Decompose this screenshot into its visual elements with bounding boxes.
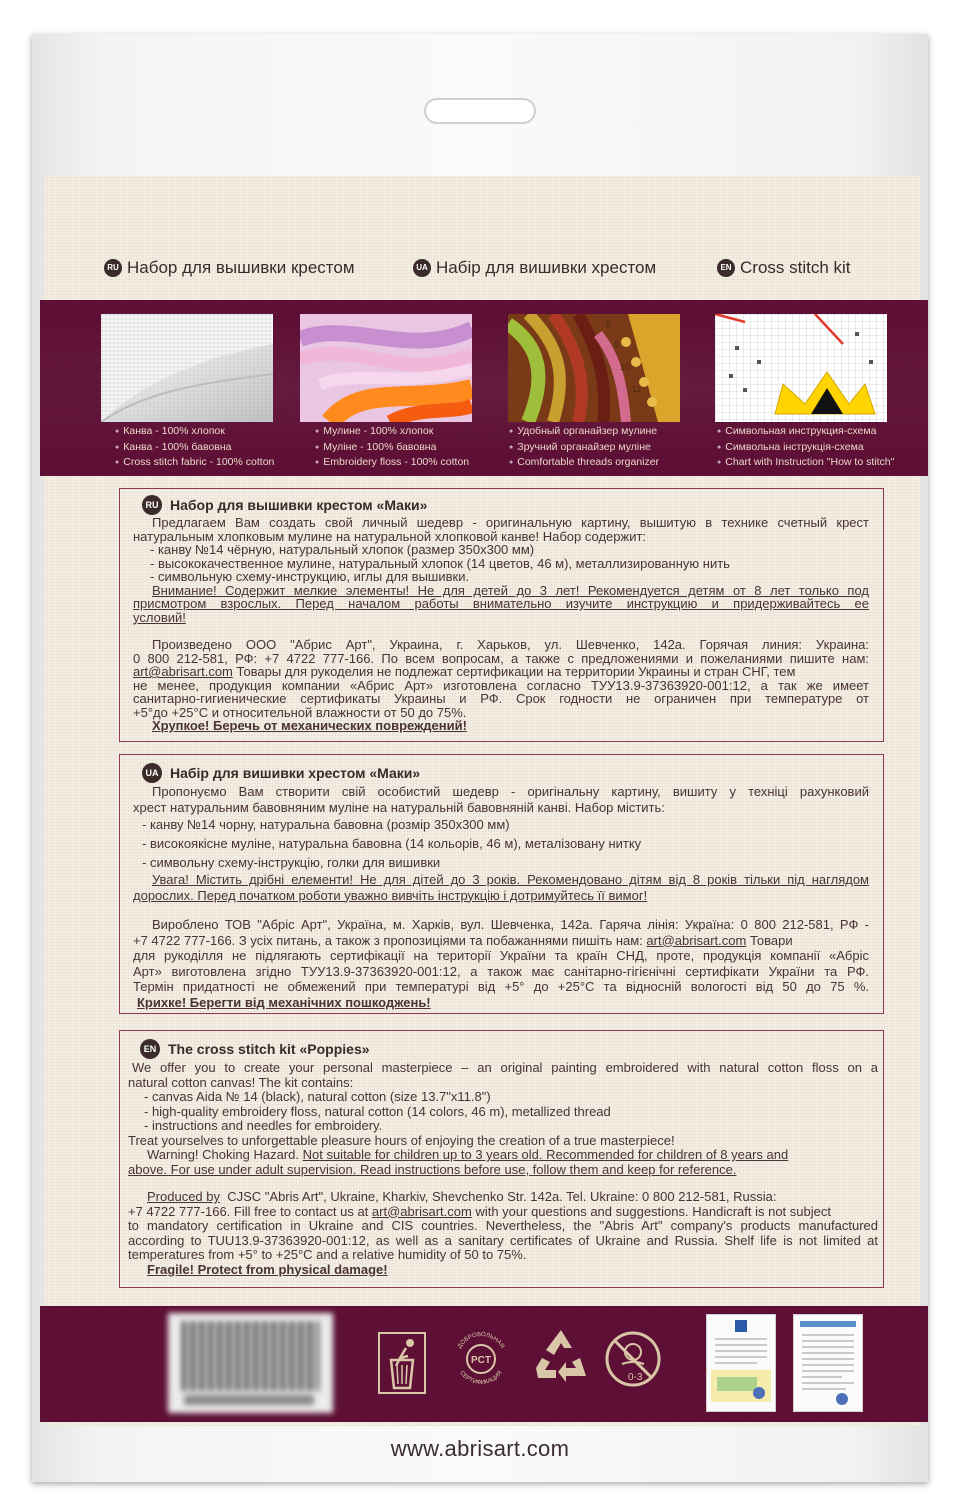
barcode-blurred <box>168 1313 333 1413</box>
list-item: - символьну схему-інструкцію, голки для вишивки <box>142 855 441 870</box>
age-label: 0-3 <box>628 1372 643 1383</box>
heading-ua <box>413 258 656 278</box>
website-url[interactable]: www.abrisart.com <box>390 1436 570 1461</box>
text-line: для рукоділля не підлягають сертифікації на території України та країн СНД, проте, продукція компанії «Абріс <box>133 948 869 963</box>
recycle-icon <box>536 1328 586 1384</box>
feature-text: ● Chart with Instruction "How to stitch" <box>717 455 894 471</box>
text-line: Арт» виготовлена згідно ТУУ13.9-37363920-001:12, а також має санітарно-гігієнічні сертифікати України та РФ. <box>133 963 869 979</box>
feature-text: ● Мулине - 100% хлопок <box>315 424 469 440</box>
email-link[interactable]: art@abrisart.com <box>646 932 747 948</box>
feature-text: ● Муліне - 100% бавовна <box>315 440 469 456</box>
text-line: натуральным хлопковым мулине на натуральной хлопковой канве! Набор содержит: <box>133 528 647 544</box>
warning-line: условий! <box>133 609 186 625</box>
list-item: - canvas Aida № 14 (black), natural cotton (size 13.7"x11.8") <box>144 1089 491 1104</box>
feature-text: ● Embroidery floss - 100% cotton <box>315 455 469 471</box>
text-line: Произведено ООО "Абрис Арт", Украина, г. Харьков, ул. Шевченко, 142а. Горячая линия: Украина: <box>152 637 869 652</box>
en-title-text: The cross stitch kit «Poppies» <box>168 1041 370 1057</box>
text-span: Товари <box>749 932 793 948</box>
ua-title <box>142 763 420 783</box>
feature-text: ● Удобный органайзер мулине <box>509 424 659 440</box>
text-span: Produced by <box>147 1189 220 1204</box>
ru-body <box>133 516 869 733</box>
text-line: Термін придатності не обмежений при температурі від +5° до +25°С та відносній вологості від 50 до 75 %. <box>133 979 869 994</box>
feature-text: ● Cross stitch fabric - 100% cotton <box>115 455 274 471</box>
heading-ru <box>104 258 355 278</box>
email-link[interactable]: art@abrisart.com <box>133 664 233 679</box>
organizer-number-10: 10 <box>620 362 631 372</box>
text-span: +7 4722 777-166. З усіх питань, а також з пропозиціями та побажаннями пишіть нам: <box>133 932 643 948</box>
fragile-note: Fragile! Protect from physical damage! <box>147 1261 388 1277</box>
text-span: Warning! Choking Hazard. <box>147 1147 299 1162</box>
list-item: - высококачественное мулине, натуральный хлопок (14 цветов, 46 м), металлизированную нить <box>150 555 730 571</box>
ua-badge: UA <box>413 259 431 277</box>
text-span: CJSC "Abris Art", Ukraine, Kharkiv, Shevchenko Str. 142a. Tel. Ukraine: 0 800 212-581, Russia: <box>227 1189 777 1204</box>
organizer-number-9: 9 <box>614 340 620 350</box>
heading-ru-text: Набор для вышивки крестом <box>127 258 355 277</box>
feature-text: ● Comfortable threads organizer <box>509 455 659 471</box>
heading-en-text: Cross stitch kit <box>740 258 851 277</box>
hanger-hole <box>424 98 536 124</box>
text-line: +5°до +25°С и относительной влажности от 50 до 75%. <box>133 704 467 720</box>
text-line: natural cotton canvas! The kit contains: <box>128 1074 354 1090</box>
ru-badge: RU <box>142 495 162 515</box>
pct-ring-bottom: СЕРТИФИКАЦИЯ <box>458 1370 504 1387</box>
text-line: хрест натуральним бавовняним муліне на натуральній бавовняній канві. Набор містить: <box>133 799 665 815</box>
age-restriction-icon <box>604 1330 662 1388</box>
embroidery-floss-photo <box>300 314 472 422</box>
chart-scheme-photo <box>715 314 887 422</box>
text-line: не менее, продукция компании «Абрис Арт» изготовлена согласно ТУУ13.9-37363920-001:12, а так же имеет <box>133 677 869 693</box>
heading-ua-text: Набір для вишивки хрестом <box>436 258 657 277</box>
text-line: according to TUU13.9-37363920-001:12, as well as a sanitary certificates of Ukraine and Russia. Shelf life is not limited at <box>128 1232 878 1248</box>
text-line: 0 800 212-581, РФ: +7 4722 777-166. По всем вопросам, а также с предложениями и пожеланиями пишите нам: <box>133 650 869 666</box>
fragile-note: Хрупкое! Беречь от механических повреждений! <box>152 718 467 733</box>
list-item: - канву №14 чёрную, натуральный хлопок (размер 350x300 мм) <box>150 542 535 557</box>
feature-organizer <box>509 424 659 471</box>
feature-floss <box>315 424 469 471</box>
ru-badge: RU <box>104 259 122 277</box>
warning-line <box>128 1148 878 1163</box>
en-badge: EN <box>140 1039 160 1059</box>
pct-ring-top: ДОБРОВОЛЬНАЯ <box>457 1331 505 1350</box>
ua-body <box>133 784 869 1010</box>
en-body <box>128 1061 878 1277</box>
text-line: temperatures from +5° to +25°C and a relative humidity of 50 to 75%. <box>128 1247 527 1262</box>
list-item: - високоякісне муліне, натуральна бавовна (14 кольорів, 46 м), металізовану нитку <box>142 836 642 851</box>
text-line: Виробленo ТОВ "Абріс Арт", Україна, м. Харків, вул. Шевченка, 142а. Гаряча лінія: Україна: 0 800 212-581, РФ - <box>152 917 869 932</box>
list-item: - символьную схему-инструкцию, иглы для вышивки. <box>150 569 470 584</box>
warning-line: Увага! Містить дрібні елементи! Не для дітей до 3 років. Рекомендовано дітям від 8 років тільки під наглядом <box>152 872 869 887</box>
text-line: санитарно-гигиенические сертификаты Украины и РФ. Срок годности не ограничен при температуре от <box>133 691 869 706</box>
en-description-box <box>119 1030 884 1288</box>
fragile-note: Крихке! Берегти від механічних пошкоджень! <box>137 994 431 1010</box>
text-line <box>133 933 869 949</box>
text-line <box>133 665 869 679</box>
warning-line: Внимание! Содержит мелкие элементы! Не для детей до 3 лет! Рекомендуется детям от 8 лет только под <box>152 582 869 598</box>
warning-line: above. For use under adult supervision. Read instructions before use, follow them and keep for reference. <box>128 1161 737 1177</box>
text-span: Товары для рукоделия не подлежат сертификации на территории Украины и стран СНГ, тем <box>236 664 796 679</box>
organizer-number-11: 11 <box>632 384 642 394</box>
list-item: - instructions and needles for embroidery. <box>144 1118 383 1133</box>
warning-line: дорослих. Перед початком роботи уважно вивчіть інструкцію і дотримуйтесь її вимог! <box>133 887 648 903</box>
feature-text: ● Зручний органайзер муліне <box>509 440 659 456</box>
text-line <box>128 1205 878 1220</box>
feature-text: ● Канва - 100% бавовна <box>115 440 274 456</box>
feature-text: ● Символьна інструкція-схема <box>717 440 894 456</box>
threads-organizer-photo <box>508 314 680 422</box>
ua-title-text: Набір для вишивки хрестом «Маки» <box>170 765 421 781</box>
text-span: +7 4722 777-166. Fill free to contact us at <box>128 1203 369 1219</box>
feature-text: ● Символьная инструкция-схема <box>717 424 894 440</box>
certificate-russia-thumbnail <box>793 1314 863 1412</box>
feature-canvas <box>115 424 274 471</box>
feature-text: ● Канва - 100% хлопок <box>115 424 274 440</box>
text-line: Treat yourselves to unforgettable pleasure hours of enjoying the creation of a true masterpiece! <box>128 1132 675 1148</box>
ru-description-box <box>119 488 884 742</box>
ru-title-text: Набор для вышивки крестом «Маки» <box>170 497 428 513</box>
pct-mark-text: PCT <box>471 1355 491 1366</box>
text-span: Not suitable for children up to 3 years old. Recommended for children of 8 years and <box>302 1147 789 1162</box>
certificate-ukraine-thumbnail <box>706 1314 776 1412</box>
text-line: We offer you to create your personal masterpiece – an original painting embroidered with natural cotton floss on a <box>132 1060 878 1075</box>
trash-bin-icon <box>378 1332 426 1394</box>
text-span: with your questions and suggestions. Handicraft is not subject <box>475 1203 831 1219</box>
ua-description-box <box>119 754 884 1014</box>
svg-text:ДОБРОВОЛЬНАЯ <box>457 1332 505 1350</box>
certification-mark-icon <box>448 1326 514 1392</box>
ru-title <box>142 495 427 515</box>
text-line <box>128 1190 878 1205</box>
organizer-number-8: 8 <box>606 320 612 330</box>
ua-badge: UA <box>142 763 162 783</box>
list-item: - high-quality embroidery floss, natural cotton (14 colors, 46 m), metallized thread <box>144 1103 611 1119</box>
email-link[interactable]: art@abrisart.com <box>371 1203 472 1219</box>
en-title <box>140 1039 370 1059</box>
text-line: Пропонуємо Вам створити свій особистий шедевр - оригінальну картину, вишиту у техніці рахунковий <box>152 784 869 799</box>
heading-en <box>717 258 851 278</box>
text-line: Предлагаем Вам создать свой личный шедевр - оригинальную картину, вышитую в технике счетный крест <box>152 515 869 530</box>
list-item: - канву №14 чорну, натуральна бавовна (розмір 350x300 мм) <box>142 817 510 832</box>
warning-line: присмотром взрослых. Перед началом работы внимательно изучите инструкцию и придерживайтесь ее <box>133 596 869 611</box>
canvas-fabric-photo <box>101 314 273 422</box>
en-badge: EN <box>717 259 735 277</box>
feature-chart <box>717 424 894 471</box>
text-line: to mandatory certification in Ukraine and CIS countries. Nevertheless, the "Abris Art" company's products manufactured <box>128 1218 878 1233</box>
